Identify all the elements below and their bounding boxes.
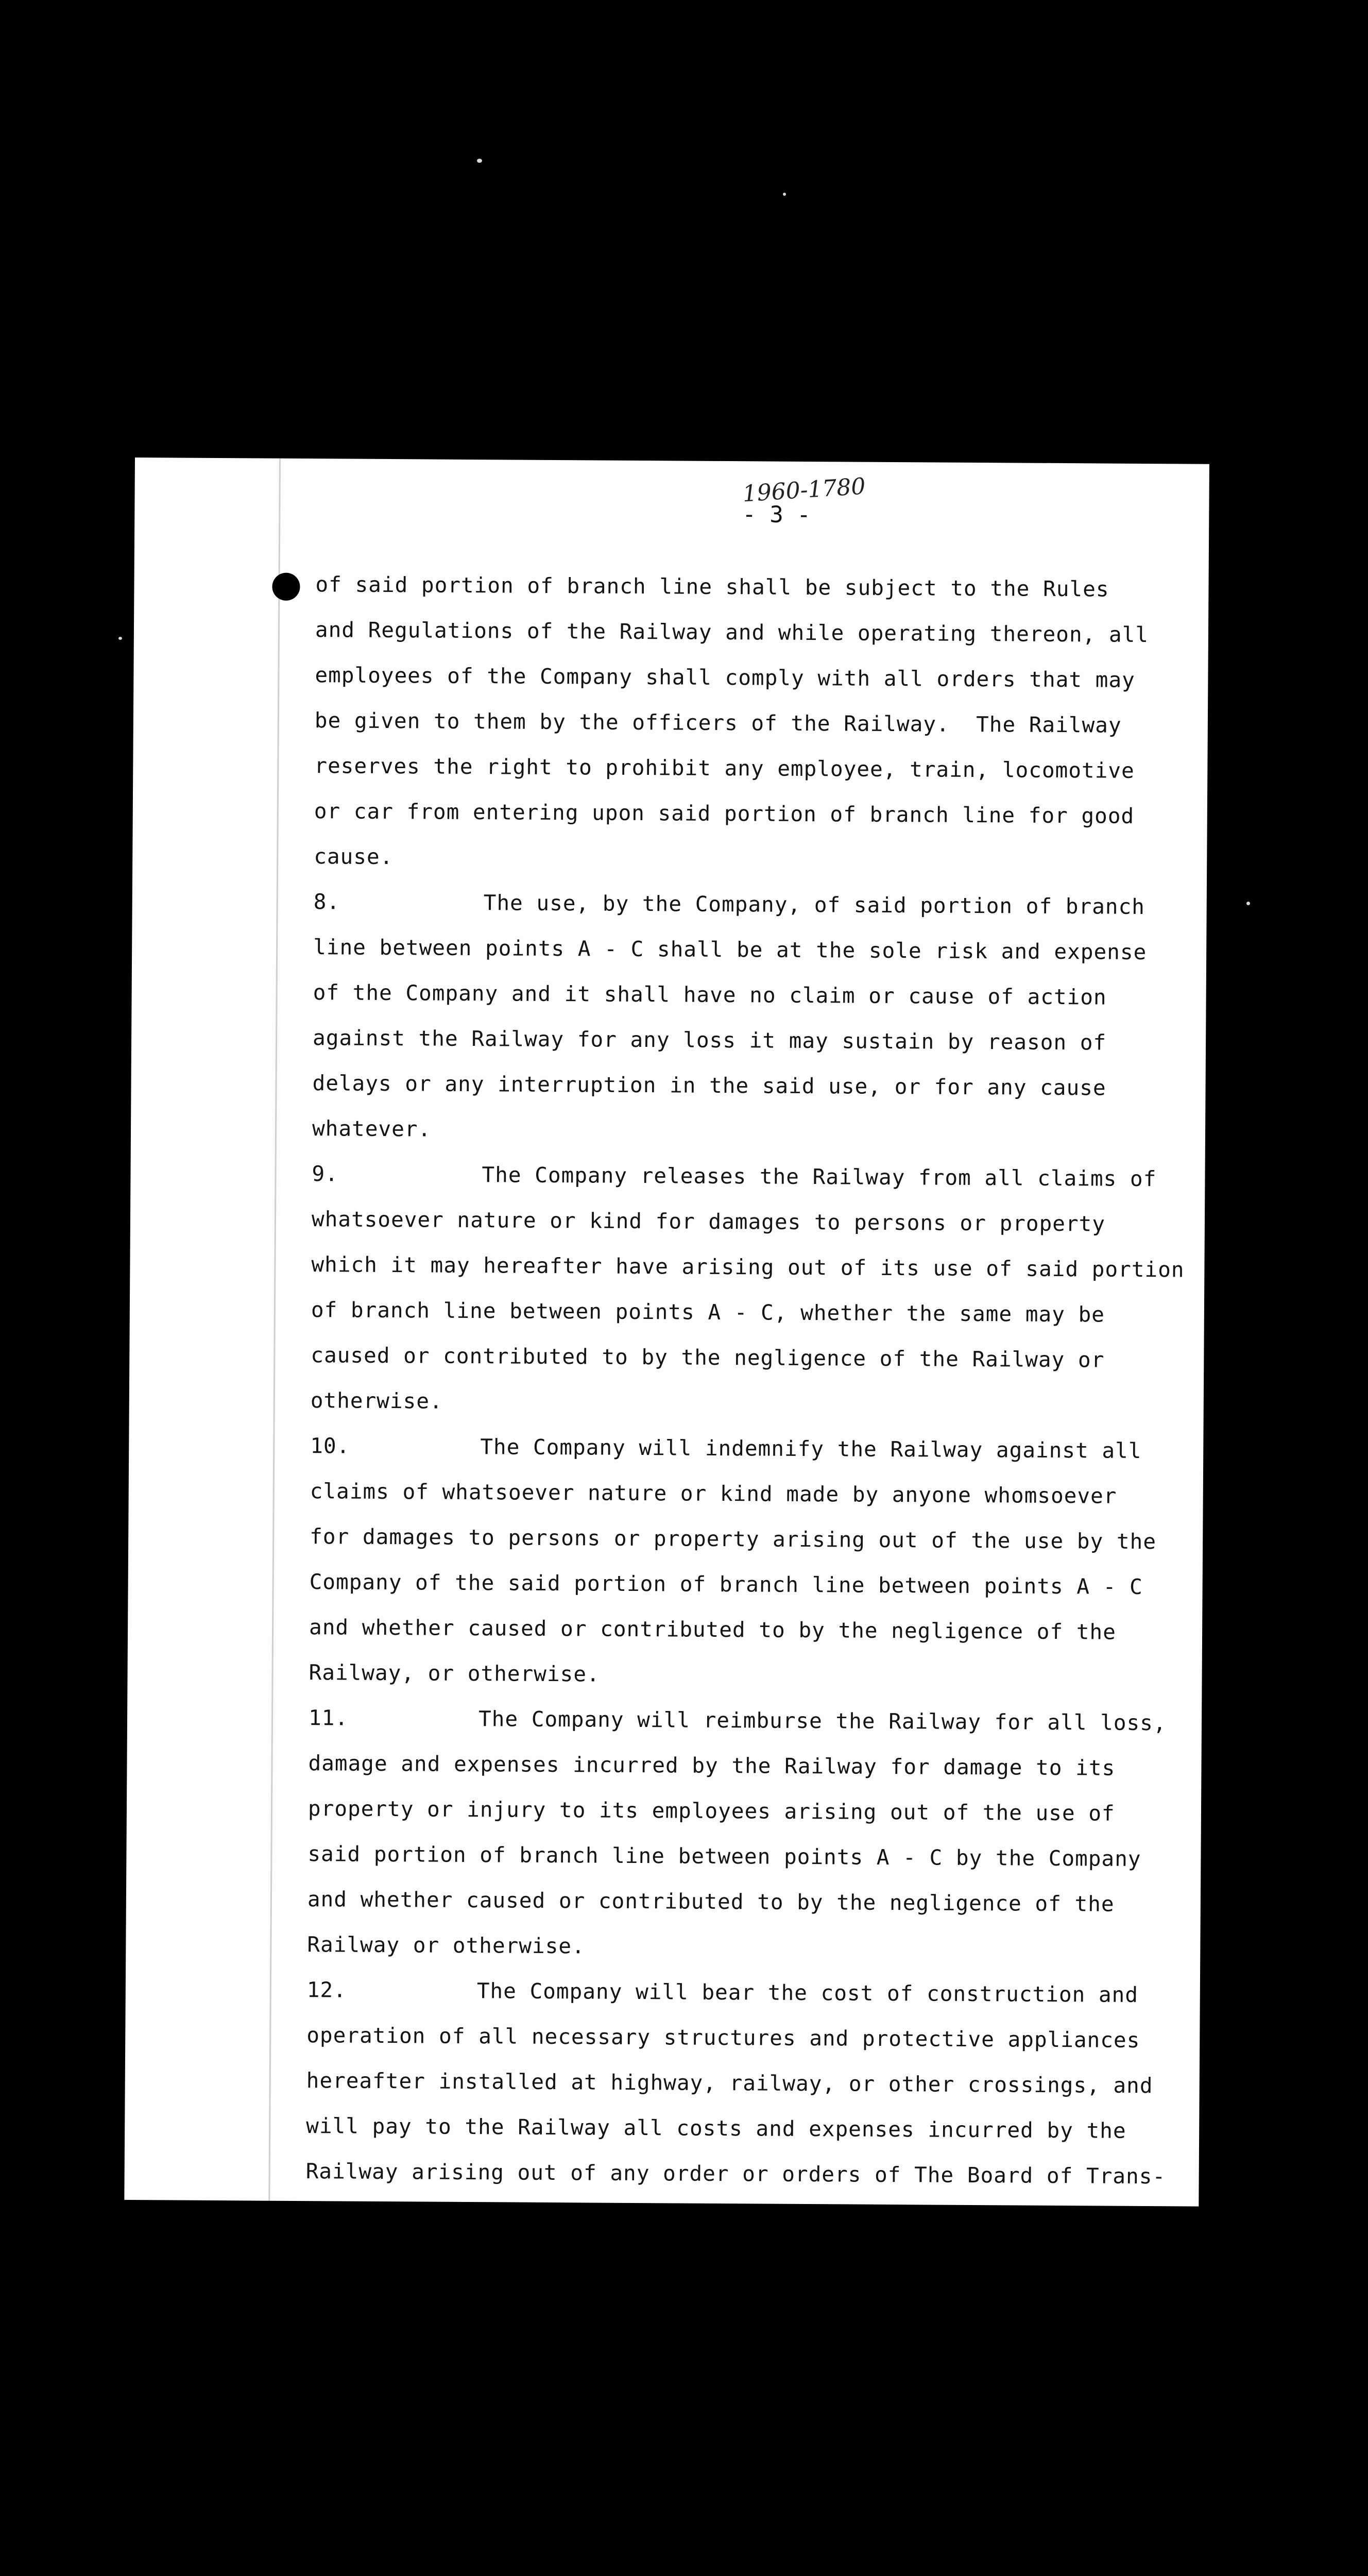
opening-paragraph: of said portion of branch line shall be subject to the Rules and Regulations of the Railway and while operating thereon, all employees of the Company shall comply with all orders that may be given to them by the officers of the Railway. The Railway reserves the right to prohibit any employee, train, locomotive or car from entering upon said portion of branch line for good cause. bbox=[314, 572, 1149, 870]
clause-number: 9. bbox=[312, 1161, 339, 1187]
clause-text: The Company will reimburse the Railway for all loss, damage and expenses incurred by the Railway for damage to its property or injury to its employees arising out of the use of said portion of branch line between points A - C by the Company and whether caused or contributed to by the negligence of the Railway or otherwise. bbox=[307, 1706, 1167, 1959]
handwritten-file-number: 1960-1780 bbox=[742, 473, 866, 507]
clause-paragraph bbox=[307, 1695, 1184, 1972]
page-fold-line bbox=[268, 459, 281, 2201]
punch-hole bbox=[272, 573, 300, 601]
scan-speck bbox=[783, 193, 786, 196]
page-number: - 3 - bbox=[742, 501, 811, 529]
scan-speck bbox=[477, 159, 482, 163]
clause-number: 8. bbox=[313, 889, 340, 914]
clause-paragraph bbox=[309, 1423, 1186, 1700]
clause-number: 10. bbox=[310, 1433, 350, 1459]
document-page bbox=[124, 457, 1209, 2207]
clause-paragraph bbox=[312, 879, 1189, 1156]
clause-text: The use, by the Company, of said portion of branch line between points A - C shall be at the sole risk and expense of the Company and it shall have no claim or cause of action against the Railway for any loss it may sustain by reason of delays or any interruption in the said use, or for any cause whatever. bbox=[312, 890, 1147, 1142]
scan-speck bbox=[118, 637, 122, 640]
clause-text: The Company will bear the cost of construction and operation of all necessary structures and protective appliances hereafter installed at highway, railway, or other crossings, and will pay to the Railway all costs and expenses incurred by the Railway arising out of any order or orders of The Board of Trans- bbox=[305, 1978, 1166, 2189]
clause-text: The Company will indemnify the Railway against all claims of whatsoever nature or kind made by anyone whomsoever for damages to persons or property arising out of the use by the Company of the said portion of branch line between points A - C and whether caused or contributed to by the negligence of the Railway, or otherwise. bbox=[309, 1434, 1157, 1687]
clause-paragraph bbox=[305, 1967, 1183, 2199]
clause-number: 12. bbox=[306, 1977, 347, 2003]
document-body bbox=[305, 562, 1191, 2199]
clause-text: The Company releases the Railway from all claims of whatsoever nature or kind for damages to persons or property which it may hereafter have arising out of its use of said portion of branch line between points A - C, whether the same may be caused or contributed to by the negligence of the Railway or otherwise. bbox=[310, 1162, 1185, 1414]
clause-number: 11. bbox=[308, 1705, 349, 1731]
clause-paragraph bbox=[311, 1151, 1188, 1428]
scan-speck bbox=[1246, 902, 1250, 905]
